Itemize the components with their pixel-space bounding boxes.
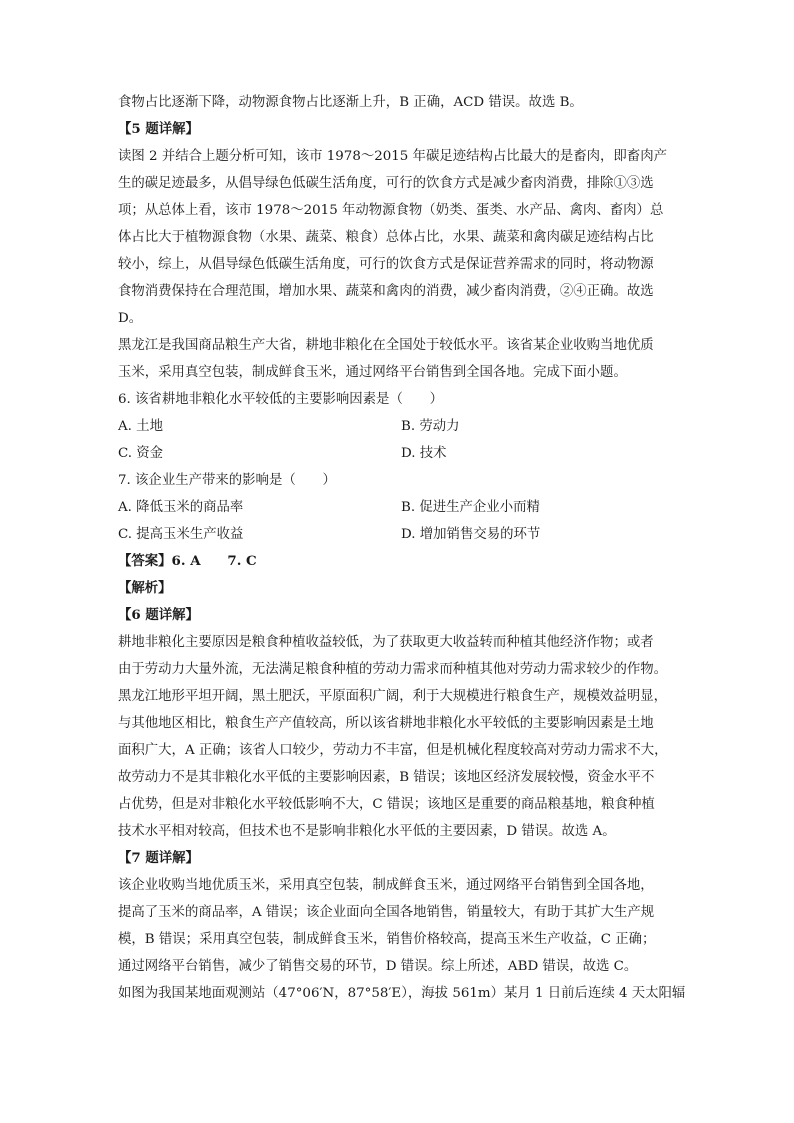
text-line: 生的碳足迹最多，从倡导绿色低碳生活角度，可行的饮食方式是减少畜肉消费，排除①③选 <box>118 176 654 191</box>
q6-detail-line: 黑龙江地形平坦开阔，黑土肥沃，平原面积广阔，利于大规模进行粮食生产，规模效益明显， <box>118 689 668 704</box>
q6-detail-line: 耕地非粮化主要原因是粮食种植收益较低，为了获取更大收益转而种植其他经济作物；或者 <box>118 635 654 650</box>
q6-detail-line: 由于劳动力大量外流，无法满足粮食种植的劳动力需求而种植其他对劳动力需求较少的作物。 <box>118 662 668 677</box>
question-6-stem: 6. 该省耕地非粮化水平较低的主要影响因素是（ ） <box>118 392 444 407</box>
q6-option-b: B. 劳动力 <box>401 419 460 434</box>
analysis-heading: 【解析】 <box>118 580 172 596</box>
q5-detail-heading: 【5 题详解】 <box>118 121 199 137</box>
q7-detail-line: 通过网络平台销售，减少了销售交易的环节，D 错误。综上所述，ABD 错误，故选 C。 <box>118 959 638 974</box>
answer-line: 【答案】6. A 7. C <box>118 553 257 569</box>
text-line: 项；从总体上看，该市 1978～2015 年动物源食物（奶类、蛋类、水产品、禽肉、畜肉）总 <box>118 203 664 218</box>
material-text: 玉米，采用真空包装，制成鲜食玉米，通过网络平台销售到全国各地。完成下面小题。 <box>118 365 627 380</box>
text-line: 食物消费保持在合理范围，增加水果、蔬菜和禽肉的消费，减少畜肉消费，②④正确。故选 <box>118 284 654 299</box>
q6-option-row <box>118 413 678 440</box>
q6-option-d: D. 技术 <box>401 446 447 461</box>
q7-detail-heading: 【7 题详解】 <box>118 850 199 866</box>
q7-option-c: C. 提高玉米生产收益 <box>118 527 244 542</box>
q6-detail-heading: 【6 题详解】 <box>118 607 199 623</box>
q6-detail-line: 与其他地区相比，粮食生产产值较高，所以该省耕地非粮化水平较低的主要影响因素是土地 <box>118 716 654 731</box>
q7-option-row <box>118 494 678 521</box>
material-text: 黑龙江是我国商品粮生产大省，耕地非粮化在全国处于较低水平。该省某企业收购当地优质 <box>118 338 654 353</box>
text-line: 读图 2 并结合上题分析可知，该市 1978～2015 年碳足迹结构占比最大的是畜肉，即畜肉产 <box>118 149 667 164</box>
text-line: 食物占比逐渐下降，动物源食物占比逐渐上升，B 正确，ACD 错误。故选 B。 <box>118 95 583 110</box>
q7-detail-line: 该企业收购当地优质玉米，采用真空包装，制成鲜食玉米，通过网络平台销售到全国各地， <box>118 878 654 893</box>
q6-option-a: A. 土地 <box>118 419 163 434</box>
q6-option-c: C. 资金 <box>118 446 164 461</box>
q7-option-row <box>118 521 678 548</box>
q6-detail-line: 故劳动力不是其非粮化水平低的主要影响因素，B 错误；该地区经济发展较慢，资金水平不 <box>118 770 655 785</box>
page-content <box>118 89 686 1007</box>
material-text: 如图为我国某地面观测站（47°06′N，87°58′E），海拔 561m）某月 1 日前后连续 4 天太阳辐 <box>118 986 686 1001</box>
text-line: 较小，综上，从倡导绿色低碳生活角度，可行的饮食方式是保证营养需求的同时，将动物源 <box>118 257 654 272</box>
question-7-stem: 7. 该企业生产带来的影响是（ ） <box>118 473 336 488</box>
q7-detail-line: 模，B 错误；采用真空包装，制成鲜食玉米，销售价格较高，提高玉米生产收益，C 正确； <box>118 932 656 947</box>
q6-detail-line: 占优势，但是对非粮化水平较低影响不大，C 错误；该地区是重要的商品粮基地，粮食种植 <box>118 797 655 812</box>
q7-detail-line: 提高了玉米的商品率，A 错误；该企业面向全国各地销售，销量较大，有助于其扩大生产规 <box>118 905 655 920</box>
q7-option-d: D. 增加销售交易的环节 <box>401 527 541 542</box>
q6-detail-line: 面积广大，A 正确；该省人口较少，劳动力不丰富，但是机械化程度较高对劳动力需求不大， <box>118 743 668 758</box>
q7-option-a: A. 降低玉米的商品率 <box>118 500 244 515</box>
text-line: D。 <box>118 311 143 326</box>
q7-option-b: B. 促进生产企业小而精 <box>401 500 540 515</box>
q6-option-row <box>118 440 678 467</box>
q6-detail-line: 技术水平相对较高，但技术也不是影响非粮化水平低的主要因素，D 错误。故选 A。 <box>118 824 616 839</box>
text-line: 体占比大于植物源食物（水果、蔬菜、粮食）总体占比，水果、蔬菜和禽肉碳足迹结构占比 <box>118 230 654 245</box>
